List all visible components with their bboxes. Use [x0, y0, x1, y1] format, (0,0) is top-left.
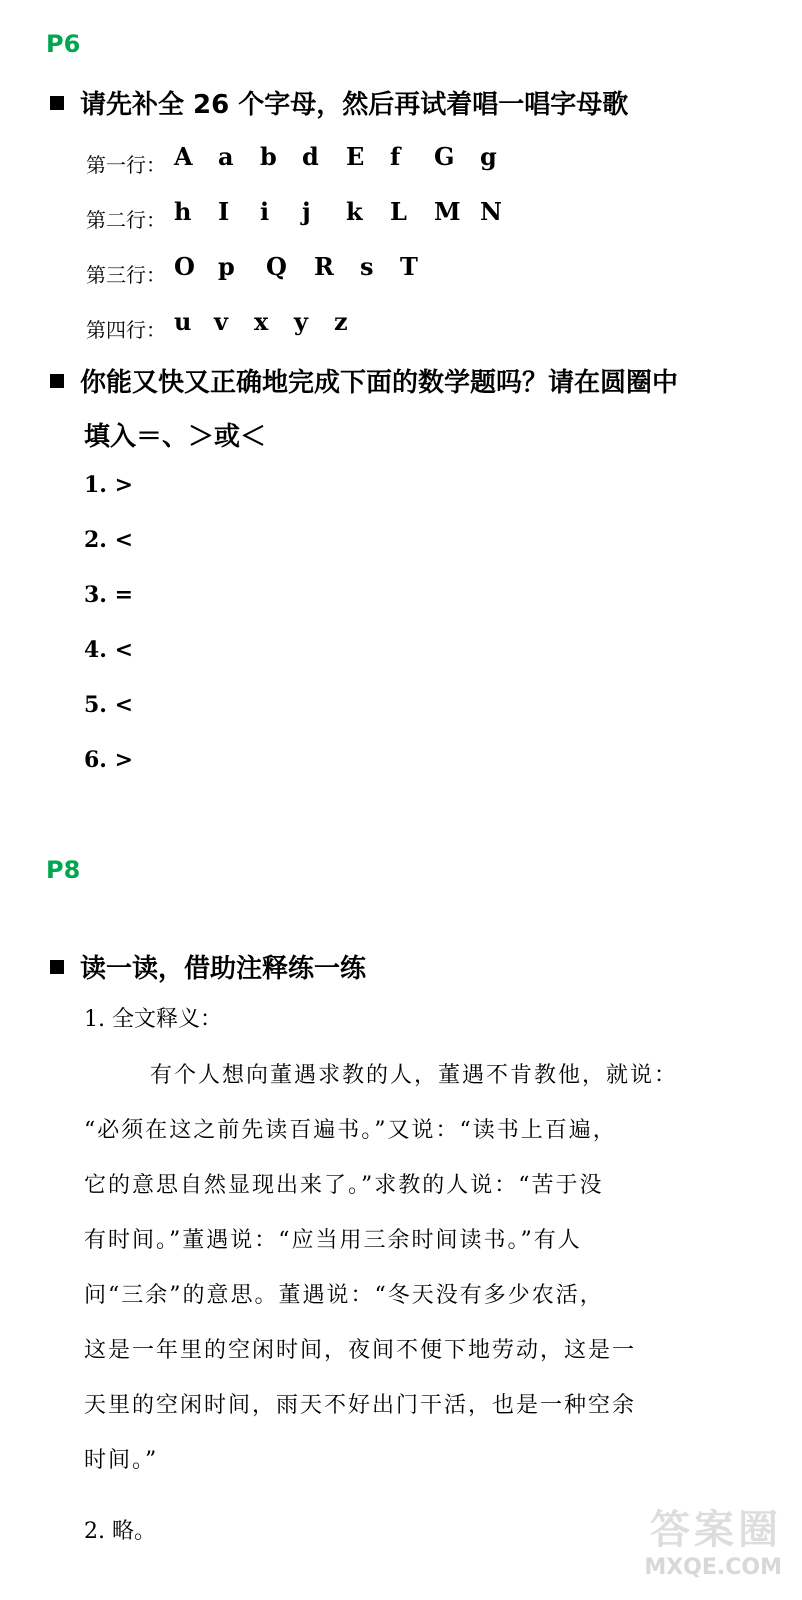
paragraph-line: 有时间。”董遇说：“应当用三余时间读书。”有人 — [84, 1228, 582, 1253]
alphabet-letter: M — [434, 197, 461, 226]
bullet-square-icon — [50, 374, 64, 388]
alphabet-letter: u — [174, 307, 192, 336]
paragraph-line: 这是一年里的空闲时间，夜间不便下地劳动，这是一 — [84, 1338, 637, 1363]
alphabet-row — [86, 142, 534, 178]
alphabet-letter: y — [294, 307, 308, 336]
alphabet-letter: L — [390, 197, 407, 226]
alphabet-letter: p — [218, 252, 235, 281]
alphabet-letter: R — [314, 252, 334, 281]
alphabet-letter: I — [218, 197, 230, 226]
alphabet-letter: E — [346, 142, 365, 171]
alphabet-letter: v — [214, 307, 228, 336]
row-label: 第三行： — [86, 263, 166, 287]
alphabet-row — [86, 197, 534, 233]
heading-alphabet-text: 请先补全 26 个字母，然后再试着唱一唱字母歌 — [80, 90, 629, 120]
alphabet-row — [86, 252, 534, 288]
alphabet-letter: h — [174, 197, 192, 226]
alphabet-letter: g — [480, 142, 497, 171]
alphabet-letter: b — [260, 142, 277, 171]
alphabet-letter: s — [360, 252, 374, 281]
alphabet-letter: k — [346, 197, 363, 226]
paragraph-line: 问“三余”的意思。董遇说：“冬天没有多少农活， — [84, 1283, 604, 1308]
alphabet-letter: a — [218, 142, 234, 171]
math-answer: 5. < — [84, 692, 134, 718]
item2: 2. 略。 — [84, 1519, 156, 1544]
paragraph-line: 时间。” — [84, 1448, 159, 1473]
paragraph-line: 天里的空闲时间，雨天不好出门干活，也是一种空余 — [84, 1393, 637, 1418]
math-answer: 2. < — [84, 527, 134, 553]
heading-reading-text: 读一读，借助注释练一练 — [80, 954, 367, 984]
alphabet-letter: T — [400, 252, 418, 281]
heading-math-continuation: 填入＝、＞或＜ — [84, 422, 267, 452]
paragraph-line: 它的意思自然显现出来了。”求教的人说：“苦于没 — [84, 1173, 604, 1198]
alphabet-letter: N — [480, 197, 502, 226]
alphabet-letter: G — [434, 142, 455, 171]
row-label: 第四行： — [86, 318, 166, 342]
alphabet-letter: x — [254, 307, 269, 336]
paragraph-line: “必须在这之前先读百遍书。”又说：“读书上百遍， — [84, 1118, 617, 1143]
heading-math-text: 你能又快又正确地完成下面的数学题吗？请在圆圈中 — [80, 368, 679, 398]
item1-title: 1. 全文释义： — [84, 1007, 222, 1032]
alphabet-letter: O — [174, 252, 195, 281]
math-answer: 3. = — [84, 582, 134, 608]
alphabet-letter: z — [334, 307, 348, 336]
alphabet-letter: Q — [266, 252, 287, 281]
math-answer: 4. < — [84, 637, 134, 663]
watermark — [644, 1498, 782, 1580]
row-label: 第二行： — [86, 208, 166, 232]
heading-math — [50, 362, 678, 399]
math-answer: 6. > — [84, 747, 134, 773]
bullet-square-icon — [50, 96, 64, 110]
row-label: 第一行： — [86, 153, 166, 177]
alphabet-letter: f — [390, 142, 401, 171]
alphabet-letter: i — [260, 197, 270, 226]
alphabet-letter: A — [174, 142, 193, 171]
paragraph-line: 有个人想向董遇求教的人，董遇不肯教他，就说： — [150, 1063, 679, 1088]
bullet-square-icon — [50, 960, 64, 974]
math-answer: 1. > — [84, 472, 134, 498]
watermark-logo-text: 答案圈 — [650, 1507, 782, 1553]
alphabet-row — [86, 307, 534, 343]
page-label-p8: P8 — [46, 856, 81, 884]
heading-reading — [50, 948, 366, 985]
alphabet-letter: j — [302, 197, 311, 226]
alphabet-letter: d — [302, 142, 319, 171]
page-label-p6: P6 — [46, 30, 81, 58]
watermark-url: MXQE.COM — [644, 1555, 782, 1580]
heading-alphabet — [50, 84, 628, 121]
